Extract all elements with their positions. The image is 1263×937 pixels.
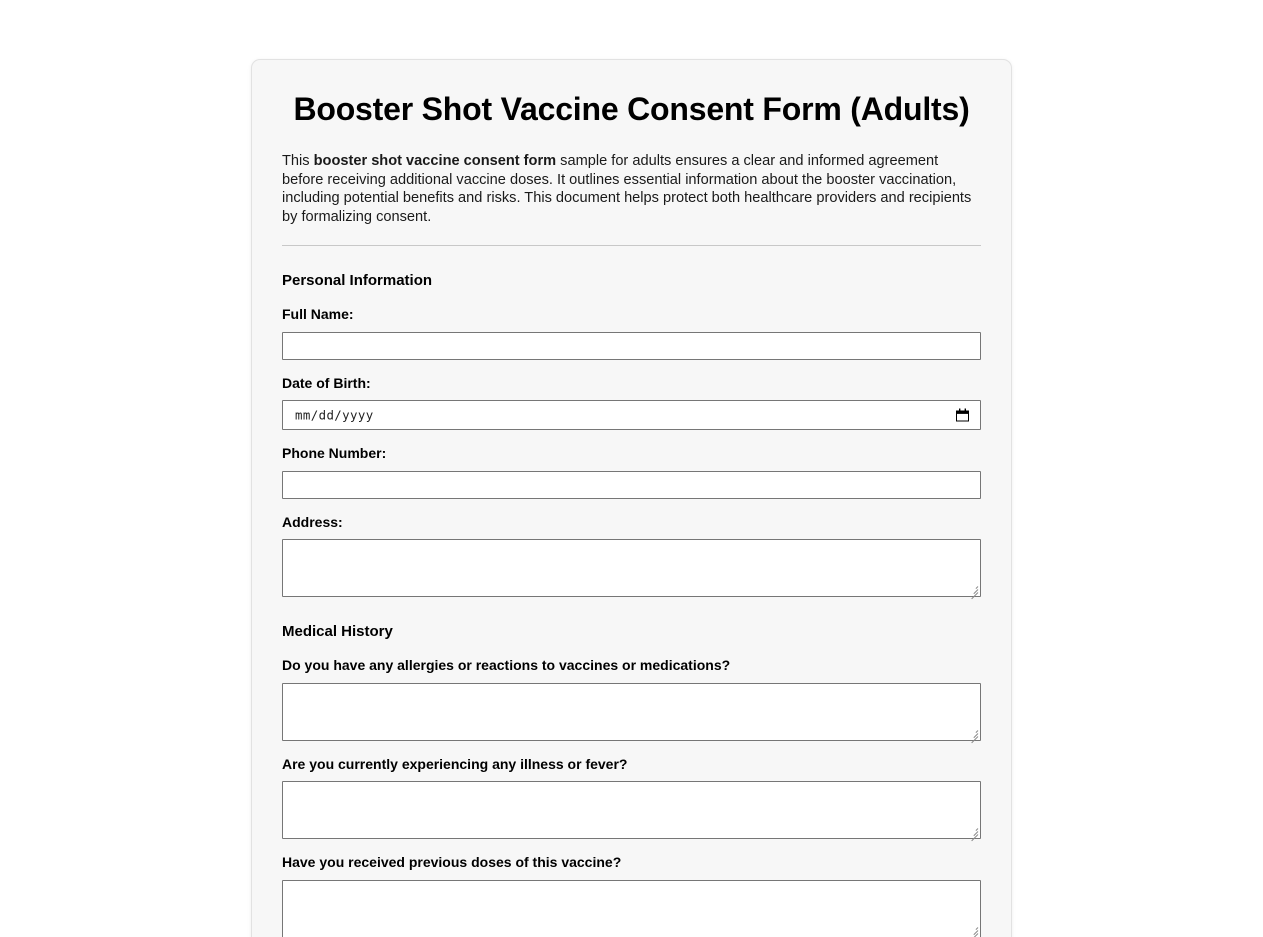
date-of-birth-placeholder: mm/dd/yyyy — [295, 407, 374, 423]
intro-lead-text: This — [282, 153, 314, 170]
intro-rest-text: sample for adults ensures a clear and informed agreement before receiving additional vaccine doses. It outlines essential information about the booster vaccination, including potential benefits and risks. This document helps protect both healthcare providers and recipients by formalizing consent. — [282, 153, 972, 225]
page-title: Booster Shot Vaccine Consent Form (Adults) — [293, 91, 970, 127]
resize-handle-icon[interactable] — [967, 924, 979, 936]
label-phone-number: Phone Number: — [282, 445, 387, 462]
full-name-input[interactable] — [282, 332, 981, 360]
section-medical-history — [282, 623, 981, 937]
consent-form-card — [251, 59, 1012, 937]
date-of-birth-input[interactable] — [282, 400, 981, 430]
current-illness-textarea[interactable] — [282, 781, 981, 839]
phone-number-input[interactable] — [282, 471, 981, 499]
field-full-name — [282, 306, 981, 360]
allergies-wrapper — [282, 683, 981, 741]
field-allergies — [282, 657, 981, 741]
resize-handle-icon[interactable] — [967, 727, 979, 739]
section-heading-medical-history: Medical History — [282, 623, 393, 641]
section-divider — [282, 245, 981, 246]
calendar-icon[interactable] — [956, 409, 969, 422]
field-date-of-birth — [282, 375, 981, 431]
current-illness-wrapper — [282, 781, 981, 839]
field-phone-number — [282, 445, 981, 499]
section-personal-information — [282, 272, 981, 597]
field-previous-doses — [282, 854, 981, 937]
resize-handle-icon[interactable] — [967, 583, 979, 595]
label-full-name: Full Name: — [282, 306, 354, 323]
label-address: Address: — [282, 513, 343, 530]
previous-doses-textarea[interactable] — [282, 880, 981, 937]
intro-bold-phrase: booster shot vaccine consent form — [313, 153, 557, 170]
field-address — [282, 514, 981, 598]
label-current-illness: Are you currently experiencing any illness or fever? — [282, 755, 628, 772]
label-date-of-birth: Date of Birth: — [282, 374, 371, 391]
address-wrapper — [282, 539, 981, 597]
label-allergies: Do you have any allergies or reactions to vaccines or medications? — [282, 657, 731, 674]
date-of-birth-wrapper — [282, 400, 981, 430]
section-heading-personal-information: Personal Information — [282, 272, 433, 290]
resize-handle-icon[interactable] — [967, 825, 979, 837]
previous-doses-wrapper — [282, 880, 981, 937]
address-textarea[interactable] — [282, 539, 981, 597]
field-current-illness — [282, 756, 981, 840]
form-intro-paragraph — [282, 152, 981, 226]
label-previous-doses: Have you received previous doses of this vaccine? — [282, 854, 622, 871]
allergies-textarea[interactable] — [282, 683, 981, 741]
